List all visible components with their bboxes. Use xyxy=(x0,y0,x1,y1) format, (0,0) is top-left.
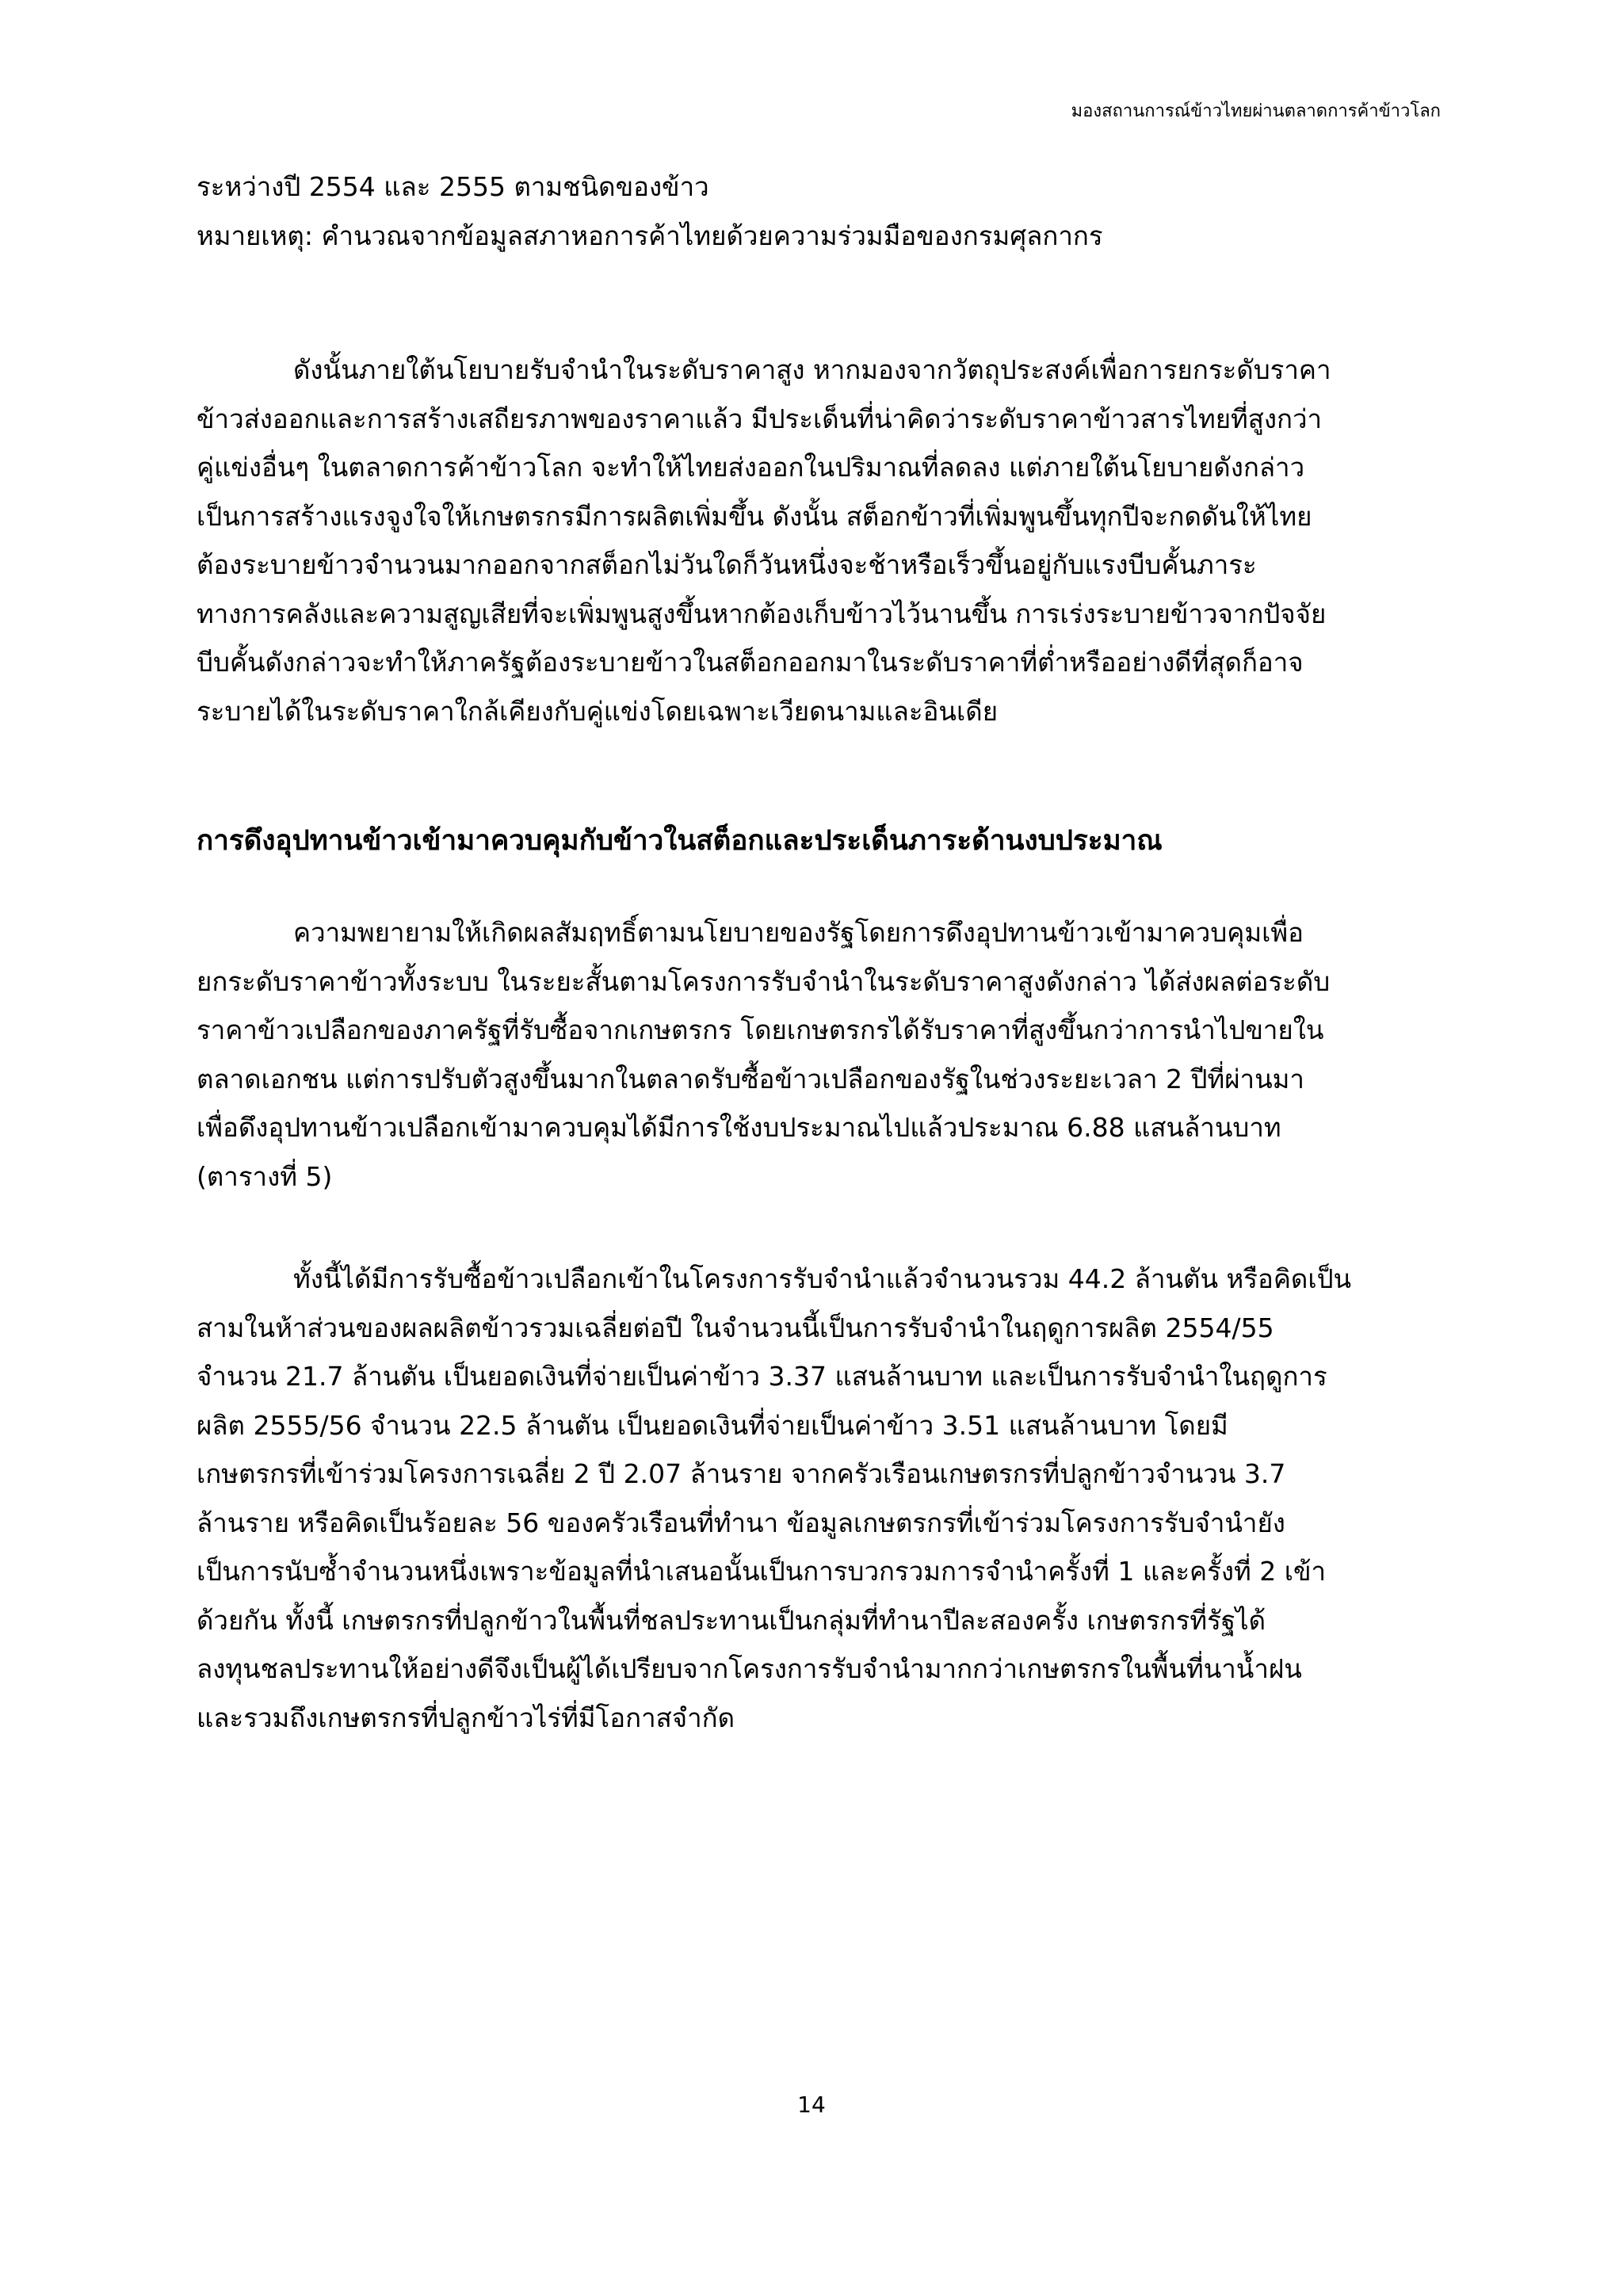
running-header: มองสถานการณ์ข้าวไทยผ่านตลาดการค้าข้าวโลก xyxy=(1071,101,1441,121)
paragraph-line: ผลิต 2555/56 จำนวน 22.5 ล้านตัน เป็นยอดเงินที่จ่ายเป็นค่าข้าว 3.51 แสนล้านบาท โดยมี xyxy=(197,1409,1228,1441)
paragraph-line: ทั้งนี้ได้มีการรับซื้อข้าวเปลือกเข้าในโครงการรับจำนำแล้วจำนวนรวม 44.2 ล้านตัน หรือคิดเป็น xyxy=(293,1263,1352,1294)
paragraph-line: (ตารางที่ 5) xyxy=(197,1160,333,1192)
paragraph-line: จำนวน 21.7 ล้านตัน เป็นยอดเงินที่จ่ายเป็นค่าข้าว 3.37 แสนล้านบาท และเป็นการรับจำนำในฤดูการ xyxy=(197,1361,1327,1392)
paragraph-line: เป็นการสร้างแรงจูงใจให้เกษตรกรมีการผลิตเพิ่มขึ้น ดังนั้น สต็อกข้าวที่เพิ่มพูนขึ้นทุกปีจะกดดันให้ไทย xyxy=(197,500,1312,532)
paragraph-line: ยกระดับราคาข้าวทั้งระบบ ในระยะสั้นตามโครงการรับจำนำในระดับราคาสูงดังกล่าว ได้ส่งผลต่อระดับ xyxy=(197,965,1331,997)
paragraph-line: คู่แข่งอื่นๆ ในตลาดการค้าข้าวโลก จะทำให้ไทยส่งออกในปริมาณที่ลดลง แต่ภายใต้นโยบายดังกล่าว xyxy=(197,452,1305,483)
paragraph-line: สามในห้าส่วนของผลผลิตข้าวรวมเฉลี่ยต่อปี ในจำนวนนี้เป็นการรับจำนำในฤดูการผลิต 2554/55 xyxy=(197,1312,1274,1343)
table-caption xyxy=(197,162,1433,260)
paragraph-line: บีบคั้นดังกล่าวจะทำให้ภาครัฐต้องระบายข้าวในสต็อกออกมาในระดับราคาที่ต่ำหรืออย่างดีที่สุดก็อาจ xyxy=(197,647,1304,678)
paragraph-line: และรวมถึงเกษตรกรที่ปลูกข้าวไร่ที่มีโอกาสจำกัด xyxy=(197,1702,735,1733)
paragraph-line: ข้าวส่งออกและการสร้างเสถียรภาพของราคาแล้ว มีประเด็นที่น่าคิดว่าระดับราคาข้าวสารไทยที่สูงกว่า xyxy=(197,403,1323,434)
paragraph-line: ดังนั้นภายใต้นโยบายรับจำนำในระดับราคาสูง หากมองจากวัตถุประสงค์เพื่อการยกระดับราคา xyxy=(293,354,1331,385)
paragraph-line: เป็นการนับซ้ำจำนวนหนึ่งเพราะข้อมูลที่นำเสนอนั้นเป็นการบวกรวมการจำนำครั้งที่ 1 และครั้งที่ 2 เข้า xyxy=(197,1556,1327,1587)
paragraph-line: ตลาดเอกชน แต่การปรับตัวสูงขึ้นมากในตลาดรับซื้อข้าวเปลือกของรัฐในช่วงระยะเวลา 2 ปีที่ผ่านมา xyxy=(197,1063,1304,1095)
paragraph-1 xyxy=(197,346,1433,735)
paragraph-line: ด้วยกัน ทั้งนี้ เกษตรกรที่ปลูกข้าวในพื้นที่ชลประทานเป็นกลุ่มที่ทำนาปีละสองครั้ง เกษตรกรที่รัฐได้ xyxy=(197,1604,1266,1636)
paragraph-line: เกษตรกรที่เข้าร่วมโครงการเฉลี่ย 2 ปี 2.07 ล้านราย จากครัวเรือนเกษตรกรที่ปลูกข้าวจำนวน 3.7 xyxy=(197,1458,1286,1489)
section-heading: การดึงอุปทานข้าวเข้ามาควบคุมกับข้าวในสต็อกและประเด็นภาระด้านงบประมาณ xyxy=(197,825,1163,857)
paragraph-line: ราคาข้าวเปลือกของภาครัฐที่รับซื้อจากเกษตรกร โดยเกษตรกรได้รับราคาที่สูงขึ้นกว่าการนำไปขายใน xyxy=(197,1014,1324,1045)
paragraph-line: ลงทุนชลประทานให้อย่างดีจึงเป็นผู้ได้เปรียบจากโครงการรับจำนำมากกว่าเกษตรกรในพื้นที่นาน้ำฝน xyxy=(197,1653,1302,1684)
paragraph-3 xyxy=(197,1255,1433,1742)
paragraph-line: เพื่อดึงอุปทานข้าวเปลือกเข้ามาควบคุมได้มีการใช้งบประมาณไปแล้วประมาณ 6.88 แสนล้านบาท xyxy=(197,1112,1281,1143)
caption-note: หมายเหตุ: คำนวณจากข้อมูลสภาหอการค้าไทยด้วยความร่วมมือของกรมศุลกากร xyxy=(197,220,1103,251)
paragraph-line: ระบายได้ในระดับราคาใกล้เคียงกับคู่แข่งโดยเฉพาะเวียดนามและอินเดีย xyxy=(197,695,999,727)
paragraph-line: ล้านราย หรือคิดเป็นร้อยละ 56 ของครัวเรือนที่ทำนา ข้อมูลเกษตรกรที่เข้าร่วมโครงการรับจำนำยัง xyxy=(197,1507,1285,1538)
page-number: 14 xyxy=(797,2092,826,2118)
paragraph-2 xyxy=(197,908,1433,1201)
caption-line: ระหว่างปี 2554 และ 2555 ตามชนิดของข้าว xyxy=(197,171,709,202)
paragraph-line: ต้องระบายข้าวจำนวนมากออกจากสต็อกไม่วันใดก็วันหนึ่งจะช้าหรือเร็วขึ้นอยู่กับแรงบีบคั้นภาระ xyxy=(197,549,1257,580)
paragraph-line: ทางการคลังและความสูญเสียที่จะเพิ่มพูนสูงขึ้นหากต้องเก็บข้าวไว้นานขึ้น การเร่งระบายข้าวจากปัจจัย xyxy=(197,598,1327,629)
paragraph-line: ความพยายามให้เกิดผลสัมฤทธิ์ตามนโยบายของรัฐโดยการดึงอุปทานข้าวเข้ามาควบคุมเพื่อ xyxy=(293,917,1304,948)
